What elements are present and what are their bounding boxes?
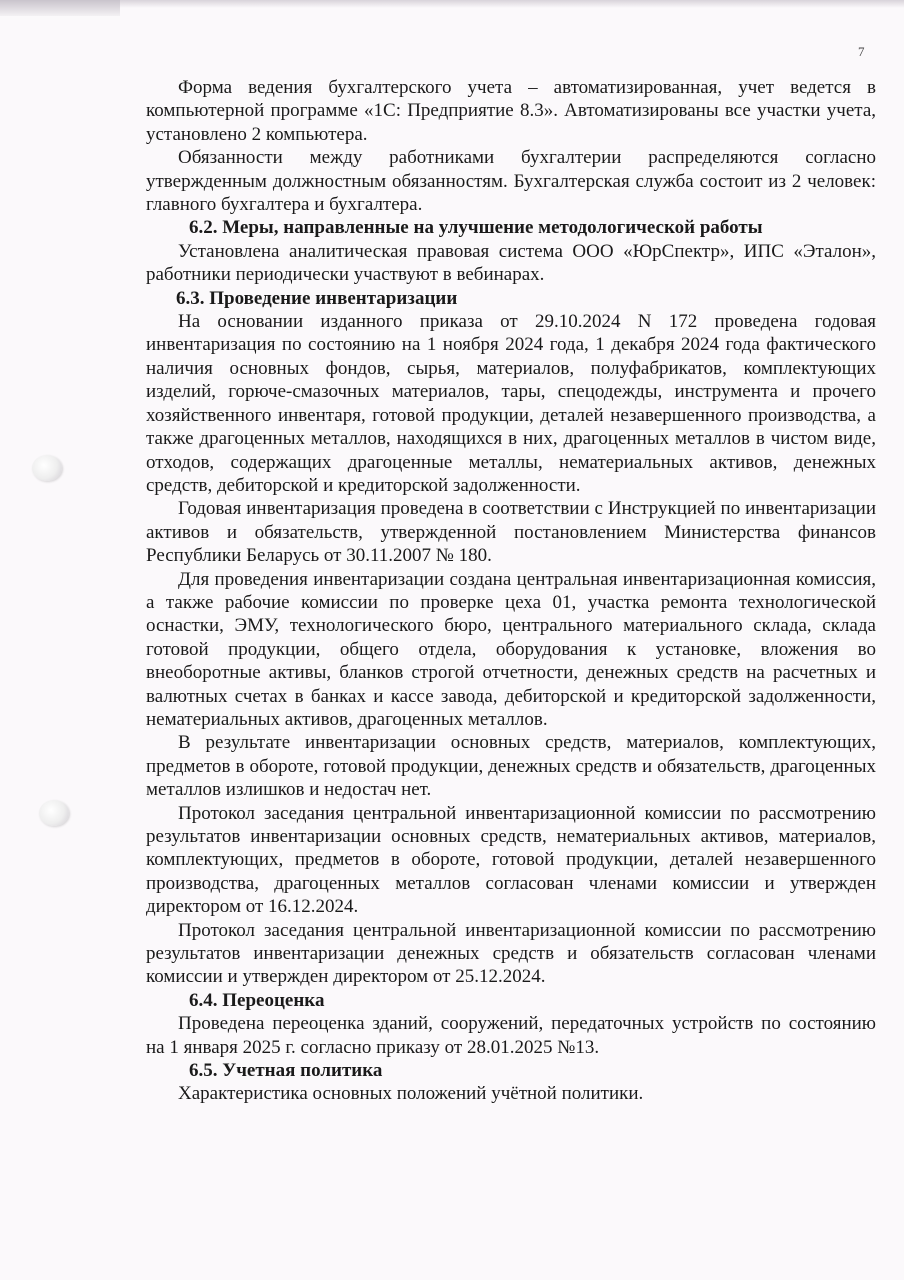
paragraph: Форма ведения бухгалтерского учета – автоматизированная, учет ведется в компьютерной программе «1С: Предприятие 8.3». Автоматизированы все участки учета, установлено 2 компьютера. xyxy=(146,77,876,145)
paragraph: Для проведения инвентаризации создана центральная инвентаризационная комиссия, а также рабочие комиссии по проверке цеха 01, участка ремонта технологической оснастки, ЭМУ, технологического бюро, центрального материального склада, склада готовой продукции, общего отдела, оборудования к установке, вложения во внеоборотные активы, бланков строгой отчетности, денежных средств на расчетных и валютных счетах в банках и кассе завода, дебиторской и кредиторской задолженности, нематериальных активов, драгоценных металлов. xyxy=(146,568,876,730)
punch-hole xyxy=(39,800,69,826)
page-number: 7 xyxy=(858,44,865,59)
paragraph: Характеристика основных положений учётной политики. xyxy=(178,1083,644,1105)
paragraph: Протокол заседания центральной инвентаризационной комиссии по рассмотрению результатов инвентаризации денежных средств и обязательств согласован членами комиссии и утвержден директором от 25.12.2024. xyxy=(146,919,876,988)
paragraph: Проведена переоценка зданий, сооружений, передаточных устройств по состоянию на 1 января 2025 г. согласно приказу от 28.01.2025 №13. xyxy=(146,1013,876,1058)
section-heading-6-4: 6.4. Переоценка xyxy=(189,989,325,1011)
paragraph: Обязанности между работниками бухгалтерии распределяются согласно утвержденным должностным обязанностям. Бухгалтерская служба состоит из 2 человек: главного бухгалтера и бухгалтера. xyxy=(146,147,876,216)
body-text xyxy=(146,76,876,1106)
paragraph: Установлена аналитическая правовая система ООО «ЮрСпектр», ИПС «Эталон», работники периодически участвуют в вебинарах. xyxy=(146,240,876,286)
section-heading-6-3: 6.3. Проведение инвентаризации xyxy=(176,287,458,309)
paragraph: На основании изданного приказа от 29.10.2024 N 172 проведена годовая инвентаризация по состоянию на 1 ноября 2024 года, 1 декабря 2024 года фактического наличия основных фондов, сырья, материалов, полуфабрикатов, комплектующих изделий, горюче-смазочных материалов, тары, спецодежды, инструмента и прочего хозяйственного инвентаря, готовой продукции, деталей незавершенного производства, а также драгоценных металлов, находящихся в них, драгоценных металлов в чистом виде, отходов, содержащих драгоценные металлы, нематериальных активов, денежных средств, дебиторской и кредиторской задолженности. xyxy=(146,311,876,496)
punch-hole xyxy=(32,455,62,481)
paragraph: Протокол заседания центральной инвентаризационной комиссии по рассмотрению результатов инвентаризации основных средств, нематериальных активов, материалов, комплектующих, предметов в обороте, готовой продукции, деталей незавершенного производства, драгоценных металлов согласован членами комиссии и утвержден директором от 16.12.2024. xyxy=(146,802,876,918)
section-heading-6-5: 6.5. Учетная политика xyxy=(189,1060,383,1082)
paragraph: Годовая инвентаризация проведена в соответствии с Инструкцией по инвентаризации активов и обязательств, утвержденной постановлением Министерства финансов Республики Беларусь от 30.11.2007 № 180. xyxy=(146,498,876,567)
section-heading-6-2: 6.2. Меры, направленные на улучшение методологической работы xyxy=(189,217,763,239)
page-fold-shadow xyxy=(0,0,120,16)
paragraph: В результате инвентаризации основных средств, материалов, комплектующих, предметов в обороте, готовой продукции, денежных средств и обязательств, драгоценных металлов излишков и недостач нет. xyxy=(146,732,876,801)
page-edge-shadow xyxy=(120,0,904,8)
